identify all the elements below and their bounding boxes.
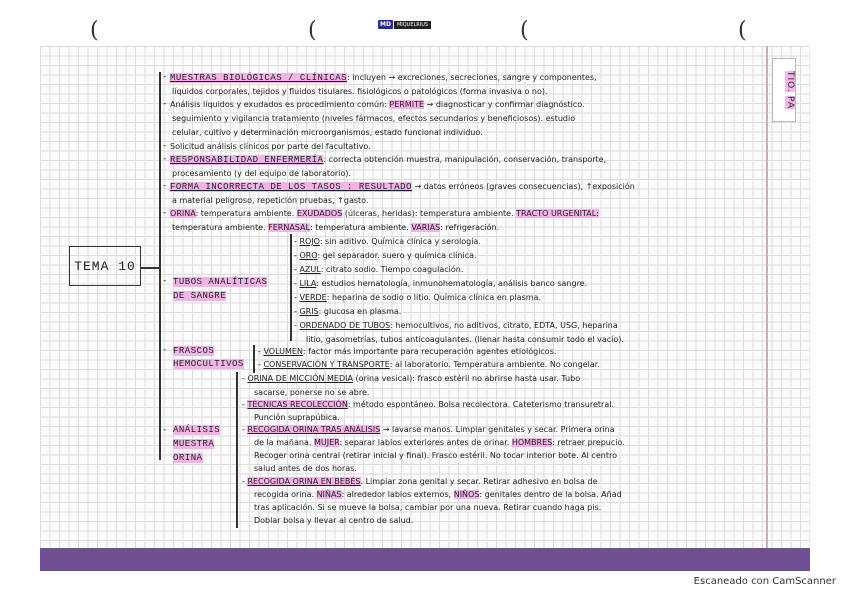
tubos-title: TUBOS ANALÍTICAS [173,277,268,287]
line-muestras: MUESTRAS BIOLÓGICAS / CLÍNICAS: incluyen → excreciones, secreciones, sangre y componentes, [170,73,597,83]
side-tab-sub: PA [785,96,795,110]
tubo-rojo: - ROJO: sin aditivo. Química clínica y serología. [294,237,481,246]
text-line: Recoger orina central (retirar inicial y final). Frasco estéril. No tocar interior bote. Al centro [254,451,617,460]
ring-hole-icon: ( [520,18,529,43]
recogida-orina-mujer-hombre: de la mañana. MUJER: separar labios exteriores antes de orinar. HOMBRES: retraer prepucio. [254,438,625,447]
text-line: litio, gasometrías, tubos anticoagulantes. (llenar hasta consumir todo el vacío). [306,335,624,344]
recogida-ninas-ninos: recogida orina. NIÑAS: alrededor labios externos, NIÑOS: genitales dentro de la bolsa. Añad [254,490,622,499]
text-line: Solicitud análisis clínicos por parte del facultativo. [170,142,371,151]
side-tab-code: TIO. [785,70,795,93]
orina-miccion-media: - ORINA DE MICCIÓN MEDIA (orina vesical): frasco estéril no abrirse hasta usar. Tubo [242,374,581,383]
line-analisis: Análisis líquidos y exudados es procedimiento común: PERMITE → diagnosticar y confirmar diagnóstico. [170,100,585,109]
tubo-azul: - AZUL: citrato sodio. Tiempo coagulación. [294,265,464,274]
line-responsabilidad: RESPONSABILIDAD ENFERMERÍA: correcta obtención muestra, manipulación, conservación, transporte, [170,155,607,165]
side-tab [772,58,796,122]
text-line: a material peligroso, repetición pruebas, ↑gasto. [172,196,369,205]
tubo-oro: - ORO: gel separador. suero y química clínica. [294,251,477,260]
text-line: salud antes de dos horas. [254,464,357,473]
tubo-gris: - GRIS: glucosa en plasma. [294,307,402,316]
connector-line [236,372,238,528]
scan-bottom-band [40,548,810,571]
line-temperatura: temperatura ambiente. FERNASAL: temperatura ambiente. VARIAS: refrigeración. [172,223,500,232]
text-line: procesamiento (y del equipo de laboratorio). [172,169,351,178]
analisis-title: ANÁLISIS [173,425,221,435]
tecnicas-recoleccion: - TÉCNICAS RECOLECCIÓN: método espontáneo. Bolsa recolectora. Cateterismo transuretral. [242,400,614,409]
connector-line [253,345,255,373]
connector-line [290,234,292,341]
text-line: celular, cultivo y determinación microorganismos, estado funcional individuo. [172,128,483,137]
text-line: líquidos corporales, tejidos y fluidos tisulares. fisiológicos o patológicos (forma invasiva o no). [172,87,548,96]
frascos-title: FRASCOS [173,346,215,356]
brand-logo: MD MIQUELRIUS [378,20,431,29]
frascos-conservacion: - CONSERVACIÓN Y TRANSPORTE: al laboratorio. Temperatura ambiente. No congelar. [258,360,600,369]
text-line: Doblar bolsa y llevar al centro de salud. [254,516,414,525]
tubo-orden: - ORDENADO DE TUBOS: hemocultivos, no aditivos, citrato, EDTA, USG, heparina [294,321,618,330]
tubo-lila: - LILA: estudios hematología, inmunohematología, análisis banco sangre. [294,279,588,288]
frascos-volumen: - VOLUMEN: factor más importante para recuperación agentes etiológicos. [258,347,557,356]
recogida-orina-bebes: - RECOGIDA ORINA EN BEBÉS. Limpiar zona genital y secar. Retirar adhesivo en bolsa de [242,477,598,486]
ring-hole-icon: ( [90,18,99,43]
connector-line [159,72,161,460]
text-line: sacarse, ponerse no se abre. [254,388,370,397]
tubo-verde: - VERDE: heparina de sodio o litio. Química clínica en plasma. [294,293,541,302]
line-forma: FORMA INCORRECTA DE LOS TASOS : RESULTADO → datos erróneos (graves consecuencias), ↑exposición [170,182,635,192]
connector-line [141,267,159,269]
ring-hole-icon: ( [308,18,317,43]
camscanner-watermark: Escaneado con CamScanner [693,576,836,587]
margin-line [766,46,768,548]
recogida-orina-analisis: - RECOGIDA ORINA TRAS ANÁLISIS → lavarse manos. Limpiar genitales y secar. Primera orina [242,425,615,434]
text-line: tras aplicación. Si se mueve la bolsa, cambiar por una nueva. Retirar cuando haga pis. [254,503,602,512]
line-orina: ORINA: temperatura ambiente. EXUDADOS (úlceras, heridas): temperatura ambiente. TRACTO URGENITAL: [170,209,599,218]
text-line: seguimiento y vigilancia tratamiento (niveles fármacos, efectos secundarios y beneficiosos). estudio [172,114,576,123]
topic-box: TEMA 10 [69,246,141,286]
text-line: Punción suprapúbica. [254,413,340,422]
ring-hole-icon: ( [738,18,747,43]
